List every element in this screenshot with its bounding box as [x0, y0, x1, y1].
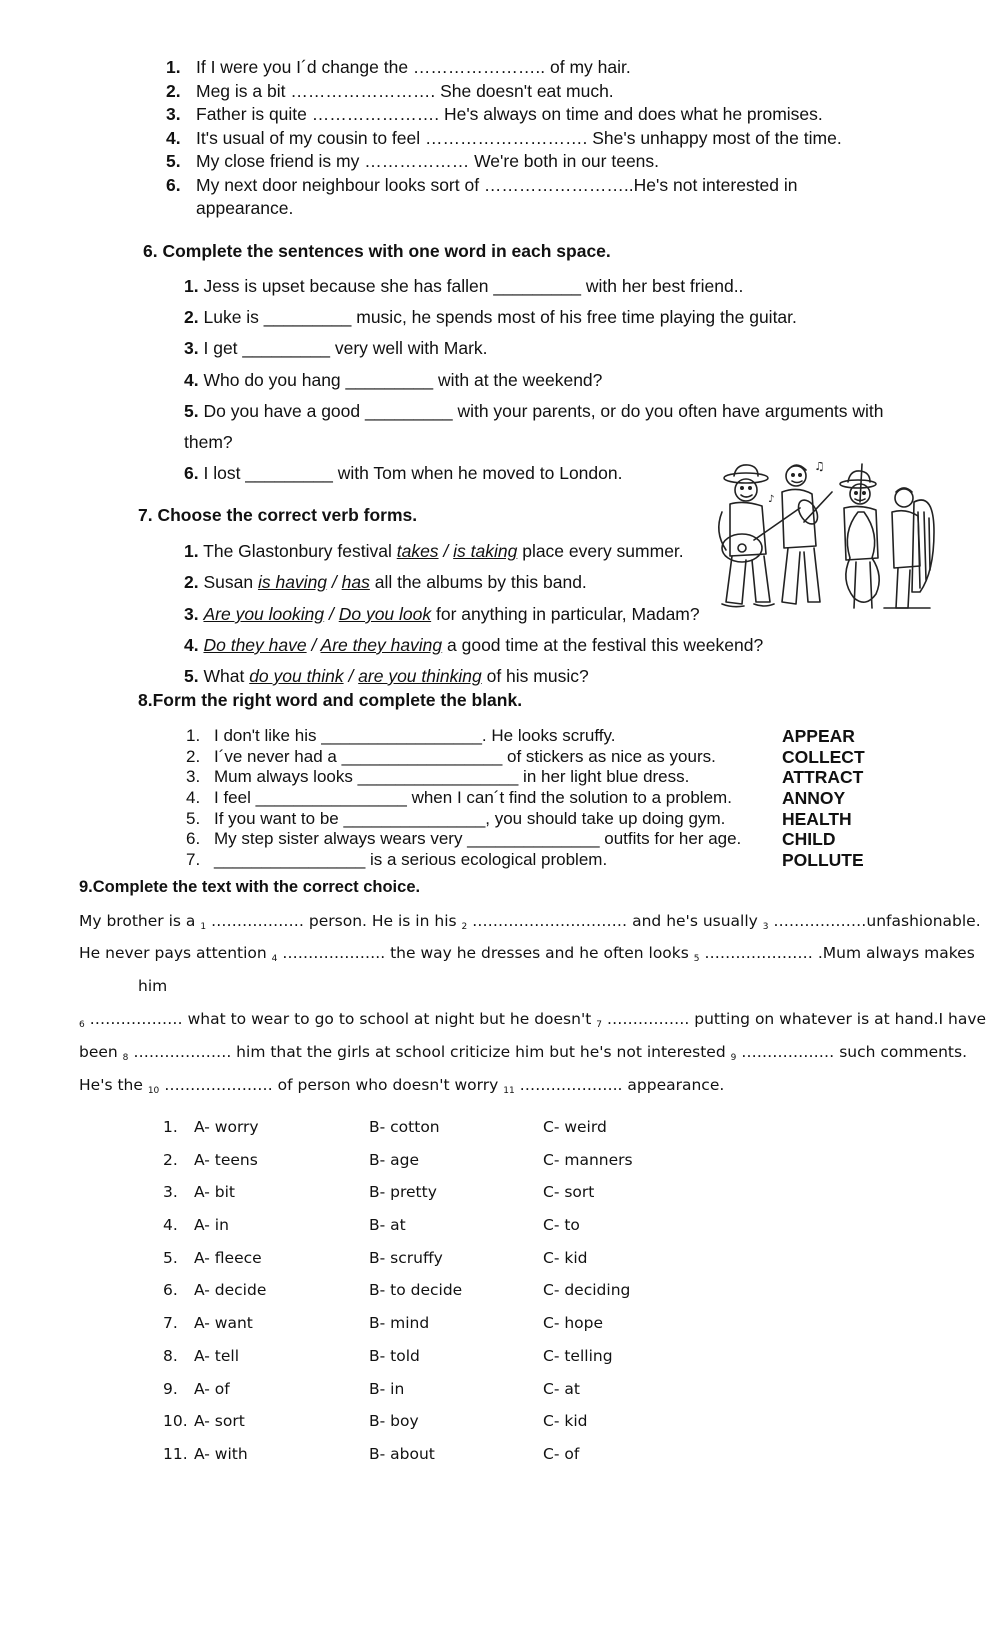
option-number: 2.: [163, 1150, 178, 1169]
option-a: A- with: [194, 1444, 248, 1463]
option-number: 5.: [163, 1248, 178, 1267]
item-number: 2.: [166, 80, 181, 101]
text-segment: ……………… such comments.: [736, 1043, 968, 1061]
section8-heading: 8.Form the right word and complete the blank.: [138, 690, 523, 710]
option-c: C- manners: [543, 1150, 633, 1169]
option-number: 10.: [163, 1412, 188, 1431]
item-text: I´ve never had a _________________ of stickers as nice as yours.: [214, 746, 716, 766]
keyword: APPEAR: [782, 726, 855, 746]
option-b: Do you look: [338, 604, 432, 624]
section9-heading: 9.Complete the text with the correct choice.: [79, 878, 421, 896]
text-segment: ……………… person. He is in his: [206, 912, 462, 930]
option-a: A- sort: [194, 1412, 245, 1431]
text-segment: ……………. putting on whatever is at hand.I have: [601, 1010, 987, 1028]
option-b: B- pretty: [369, 1183, 437, 1202]
item-number: 3.: [184, 604, 199, 624]
option-a: Do they have: [203, 635, 307, 655]
option-number: 6.: [163, 1281, 178, 1300]
item-number: 3.: [186, 767, 201, 787]
option-b: B- told: [369, 1346, 420, 1365]
list-item: [184, 635, 763, 656]
text-segment: ………………unfashionable.: [768, 912, 981, 930]
option-c: C- at: [543, 1379, 580, 1398]
gap-number: 4: [271, 954, 278, 964]
gap-number: 3: [762, 922, 769, 932]
item-number: 1.: [186, 726, 201, 745]
section7-heading: 7. Choose the correct verb forms.: [138, 505, 418, 525]
keyword: ATTRACT: [782, 767, 864, 788]
item-text: If I were you I´d change the ………………….. of my hair.: [196, 57, 631, 77]
option-number: 9.: [163, 1379, 178, 1398]
separator: /: [438, 541, 454, 561]
item-number: 3.: [166, 104, 181, 124]
item-number: 5.: [186, 808, 201, 828]
keyword: POLLUTE: [782, 850, 864, 871]
option-a: A- tell: [194, 1346, 240, 1365]
separator: /: [324, 604, 339, 624]
item-text: I don't like his _________________. He looks scruffy.: [214, 726, 616, 745]
option-c: C- kid: [543, 1248, 588, 1267]
option-number: 4.: [163, 1216, 178, 1235]
list-item: [166, 80, 886, 104]
option-c: C- sort: [543, 1183, 595, 1202]
item-text: ________________ is a serious ecological problem.: [214, 850, 608, 870]
list-item: [166, 197, 886, 221]
keyword: COLLECT: [782, 746, 865, 767]
item-number: 3.: [184, 338, 199, 358]
item-text: It's usual of my cousin to feel ………………………. She's unhappy most of the time.: [196, 127, 842, 148]
list-item: [184, 541, 684, 562]
option-number: 1.: [163, 1118, 178, 1136]
section6-heading: 6. Complete the sentences with one word in each space.: [143, 241, 611, 261]
item-text: My step sister always wears very ______________ outfits for her age.: [214, 829, 742, 849]
item-text: Jess is upset because she has fallen _________ with her best friend..: [203, 276, 744, 296]
list-item: [166, 150, 886, 174]
gap-number: 9: [730, 1053, 737, 1063]
item-text: Who do you hang _________ with at the weekend?: [203, 370, 603, 390]
option-b: is taking: [453, 541, 518, 561]
item-text: Do you have a good _________ with your parents, or do you often have arguments with: [203, 401, 884, 421]
item-text: Susan: [203, 572, 258, 592]
item-number: 4.: [184, 635, 199, 655]
option-b: B- boy: [369, 1412, 419, 1431]
item-text: Meg is a bit ……………………. She doesn't eat much.: [196, 80, 614, 101]
option-a: A- of: [194, 1379, 230, 1398]
option-a: takes: [396, 541, 439, 561]
option-c: C- of: [543, 1444, 580, 1463]
item-number: 2.: [184, 572, 199, 592]
option-c: C- kid: [543, 1412, 588, 1431]
list-item: [186, 726, 876, 747]
keyword: HEALTH: [782, 808, 852, 829]
section8-list: [186, 726, 876, 871]
item-text: of his music?: [481, 666, 589, 686]
item-number: 5.: [184, 401, 199, 421]
list-item: [166, 56, 886, 80]
option-b: Are they having: [320, 635, 443, 655]
item-number: 1.: [184, 541, 199, 561]
option-b: are you thinking: [358, 666, 482, 686]
text-segment: ……………….. appearance.: [514, 1076, 725, 1094]
item-number: 6.: [186, 829, 201, 849]
keyword: ANNOY: [782, 788, 846, 809]
text-line: [79, 1043, 967, 1063]
item-text: for anything in particular, Madam?: [431, 604, 700, 624]
gap-number: 10: [147, 1086, 160, 1096]
option-number: 11.: [163, 1444, 188, 1463]
item-number: 6.: [166, 174, 181, 195]
option-b: has: [341, 572, 370, 592]
text-segment: him: [138, 977, 168, 995]
text-segment: ………………. him that the girls at school criticize him but he's not interested: [128, 1043, 731, 1061]
option-a: A- fleece: [194, 1248, 262, 1267]
option-a: Are you looking: [203, 604, 325, 624]
text-segment: ………………… of person who doesn't worry: [159, 1076, 504, 1094]
item-number: 2.: [184, 307, 199, 327]
option-a: do you think: [249, 666, 344, 686]
item-number: 2.: [186, 746, 201, 766]
item-text: What: [203, 666, 250, 686]
item-text: them?: [184, 432, 233, 452]
list-item: [186, 829, 876, 850]
option-b: B- in: [369, 1379, 405, 1398]
option-a: A- want: [194, 1314, 253, 1333]
item-number: 6.: [184, 463, 199, 483]
gap-number: 7: [596, 1020, 602, 1030]
item-number: 4.: [184, 370, 199, 390]
item-number: 5.: [166, 151, 181, 171]
item-text: Father is quite …………………. He's always on time and does what he promises.: [196, 104, 823, 124]
list-item: [184, 604, 700, 625]
option-c: C- deciding: [543, 1281, 631, 1300]
text-segment: ………………… .Mum always makes: [699, 944, 975, 962]
gap-number: 11: [503, 1086, 515, 1096]
item-text: I lost _________ with Tom when he moved to London.: [203, 463, 623, 483]
text-segment: ……………… what to wear to go to school at night but he doesn't: [84, 1010, 597, 1028]
item-number: 1.: [166, 57, 181, 77]
gap-number: 1: [200, 922, 207, 932]
list-item: [184, 572, 587, 593]
section5-list: [166, 56, 886, 221]
list-item: [186, 788, 876, 809]
option-b: B- age: [369, 1150, 420, 1169]
list-item: [184, 307, 797, 328]
item-text: appearance.: [196, 198, 294, 218]
item-number: 5.: [184, 666, 199, 686]
item-number: 7.: [186, 850, 201, 870]
option-c: C- hope: [543, 1314, 604, 1333]
list-item: [186, 767, 876, 788]
text-segment: been: [79, 1043, 123, 1061]
option-b: B- scruffy: [369, 1248, 443, 1267]
option-b: B- about: [369, 1444, 435, 1463]
item-text: Mum always looks _________________ in her light blue dress.: [214, 767, 690, 787]
list-item: [184, 338, 488, 359]
gap-number: 6: [79, 1020, 85, 1030]
keyword: CHILD: [782, 829, 836, 850]
gap-number: 2: [461, 922, 468, 932]
text-segment: He never pays attention: [79, 944, 272, 962]
option-a: A- worry: [194, 1118, 259, 1136]
list-item: [166, 103, 886, 127]
option-number: 7.: [163, 1314, 178, 1333]
item-text: I feel ________________ when I can´t find the solution to a problem.: [214, 788, 732, 808]
svg-text:♪: ♪: [768, 494, 775, 505]
option-b: B- at: [369, 1216, 406, 1235]
gap-number: 5: [693, 954, 700, 964]
item-text: place every summer.: [517, 541, 684, 561]
text-line: [79, 944, 975, 964]
item-number: 4.: [186, 788, 201, 808]
option-a: A- decide: [194, 1281, 267, 1300]
separator: /: [343, 666, 359, 686]
option-c: C- telling: [543, 1346, 613, 1365]
text-segment: My brother is a: [79, 912, 201, 930]
item-number: [166, 197, 196, 221]
list-item: [186, 747, 876, 768]
item-text: If you want to be _______________, you should take up doing gym.: [214, 808, 726, 828]
option-number: 3.: [163, 1183, 178, 1202]
option-b: B- mind: [369, 1314, 430, 1333]
item-text: Luke is _________ music, he spends most of his free time playing the guitar.: [203, 307, 797, 327]
text-segment: ……………….. the way he dresses and he often looks: [277, 944, 694, 962]
list-item: [166, 174, 886, 198]
list-item: [184, 401, 884, 422]
text-line: [138, 977, 167, 995]
text-segment: ………………………… and he's usually: [467, 912, 763, 930]
text-line: [79, 912, 981, 932]
option-b: B- to decide: [369, 1281, 463, 1300]
text-segment: He's the: [79, 1076, 148, 1094]
svg-text:♫: ♫: [814, 462, 825, 473]
option-c: C- weird: [543, 1118, 607, 1136]
option-b: B- cotton: [369, 1118, 440, 1136]
list-item: [166, 127, 886, 151]
list-item: [184, 666, 589, 687]
list-item: [184, 276, 743, 297]
option-a: A- bit: [194, 1183, 236, 1202]
text-line: [79, 1010, 986, 1030]
item-text: I get _________ very well with Mark.: [203, 338, 488, 358]
text-line: [79, 1076, 724, 1096]
separator: /: [327, 572, 342, 592]
list-item: [184, 432, 233, 453]
option-c: C- to: [543, 1216, 580, 1235]
list-item: [184, 463, 622, 484]
option-a: A- teens: [194, 1150, 258, 1169]
list-item: [186, 809, 876, 830]
item-number: 4.: [166, 127, 181, 148]
item-number: 1.: [184, 276, 199, 296]
gap-number: 8: [122, 1053, 129, 1063]
item-text: My next door neighbour looks sort of ……………………..He's not interested in: [196, 174, 798, 195]
item-text: The Glastonbury festival: [203, 541, 397, 561]
separator: /: [306, 635, 321, 655]
option-a: is having: [257, 572, 328, 592]
item-text: all the albums by this band.: [369, 572, 587, 592]
option-number: 8.: [163, 1346, 178, 1365]
list-item: [186, 850, 876, 871]
option-a: A- in: [194, 1216, 229, 1235]
list-item: [184, 370, 602, 391]
item-text: a good time at the festival this weekend?: [442, 635, 764, 655]
item-text: My close friend is my ……………… We're both in our teens.: [196, 151, 660, 171]
musicians-illustration: [708, 462, 938, 618]
